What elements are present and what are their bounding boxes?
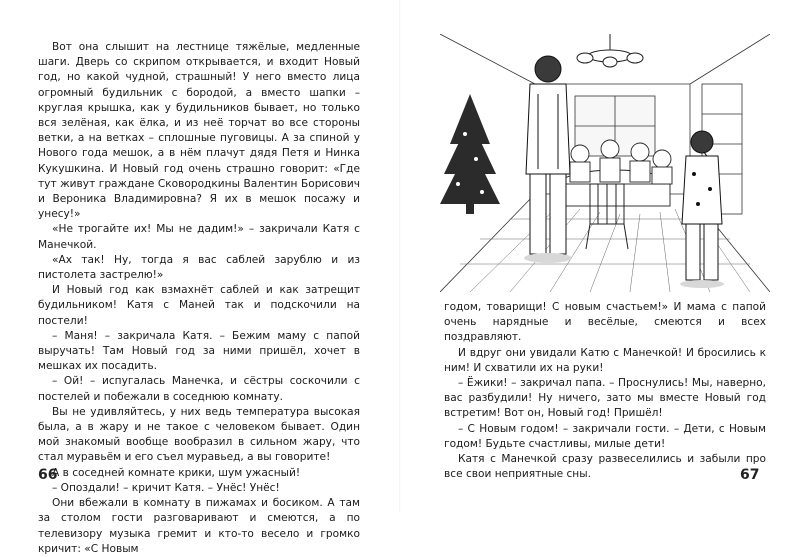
paragraph: – Маня! – закричала Катя. – Бежим маму с папой выручать! Там Новый год за ними пришёл, хочет в мешках их посадить. [38,329,360,373]
paragraph: – Ёжики! – закричал папа. – Проснулись! Мы, наверно, вас разбудили! Ну ничего, зато мы вместе Новый год встретим! Вот он, Новый год! Пришёл! [444,377,766,420]
paragraph: – Ой! – испугалась Манечка, и сёстры соскочили с постелей и побежали в соседнюю комнату. [38,375,360,403]
paragraph: – С Новым годом! – закричали гости. – Дети, с Новым годом! Будьте счастливы, милые дети! [444,422,766,450]
right-page-text [444,300,766,482]
paragraph: А в соседней комнате крики, шум ужасный! [52,466,301,479]
page-number-right: 67 [740,467,760,483]
paragraph: И Новый год как взмахнёт саблей и как затрещит будильником! Катя с Маней так и подскочили на постели! [38,284,360,327]
paragraph: – Опоздали! – кричит Катя. – Унёс! Унёс! [52,481,280,494]
paragraph: годом, товарищи! С новым счастьем!» И мама с папой очень нарядные и весёлые, смеются и всех поздравляют. [444,301,766,344]
page-number-left: 66 [38,467,58,483]
left-page-text [38,40,360,557]
paragraph: И вдруг они увидали Катю с Манечкой! И бросились к ним! И схватили их на руки! [444,346,766,374]
page-gutter [399,0,401,512]
paragraph: Катя с Манечкой сразу развеселились и забыли про все свои неприятные сны. [444,453,766,481]
paragraph: Вот она слышит на лестнице тяжёлые, медленные шаги. Дверь со скрипом открывается, и входит Новый год, но какой чудной, страшный! У него вместо лица огромный будильник с бородой, а вместо шапки – круглая крышка, как у будильников бывает, но только вся зелёная, как ёлка, и из неё торчат во все стороны ветки, а на ветках – сплошные пуговицы. А за спиной у Нового года мешок, а в нём плачут дядя Петя и Нинка Кукушкина. И Новый год очень страшно говорит: «Где тут живут граждане Сковородкины Валентин Борисович и Вероника Владимировна? Я их в мешок посажу и унесу!» [38,41,360,221]
paragraph: «Ах так! Ну, тогда я вас саблей зарублю и из пистолета застрелю!» [38,253,360,282]
illustration-new-year-room [440,34,770,292]
paragraph: «Не трогайте их! Мы не дадим!» – закричали Катя с Манечкой. [38,223,360,251]
paragraph: Вы не удивляйтесь, у них ведь температура высокая была, а в жару и не такое с человеком бывает. Один мой знакомый вообще вообразил в сильном жару, что стал муравьём и его съел муравьед, а вы говорите! [38,405,360,464]
paragraph: Они вбежали в комнату в пижамах и босиком. А там за столом гости разговаривают и смеются, а по телевизору музыка гремит и кто-то весело и громко кричит: «С Новым [38,497,360,555]
